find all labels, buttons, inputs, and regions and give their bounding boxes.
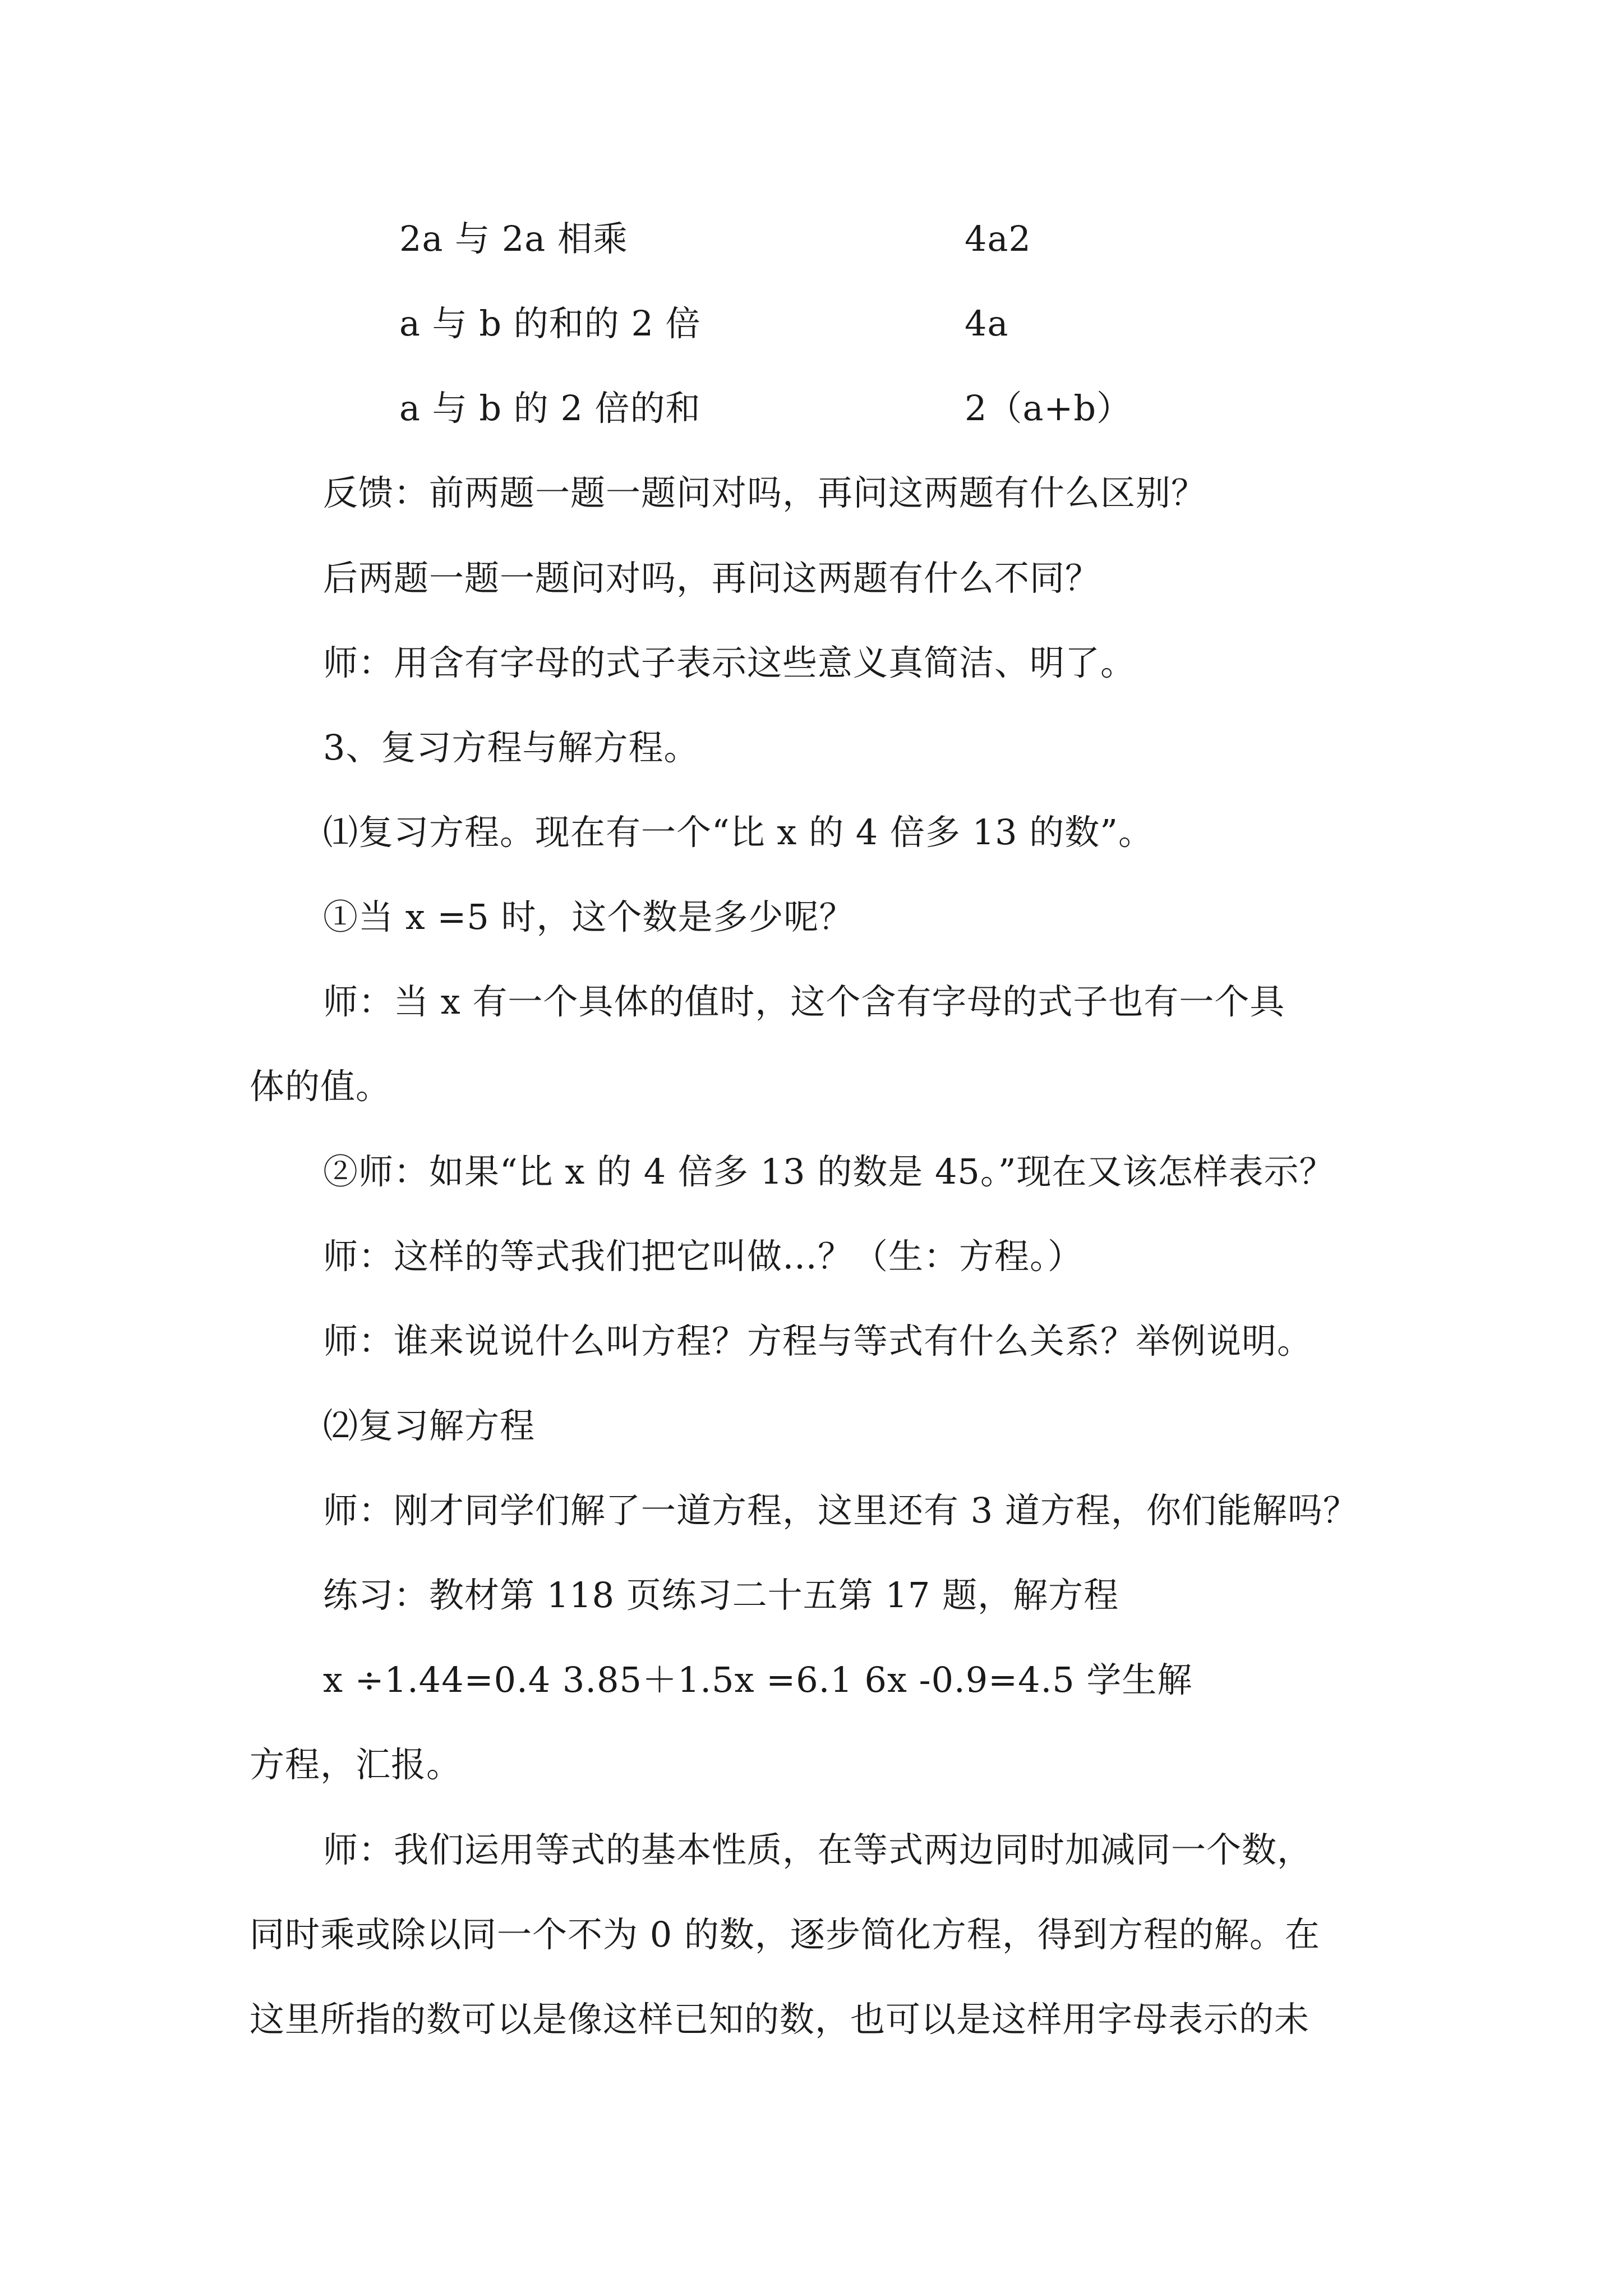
- paragraph-feedback-2: 后两题一题一题问对吗，再问这两题有什么不同？: [323, 558, 1101, 599]
- table-row-3-value: 2（a+b）: [965, 388, 1132, 429]
- question-2: ②师：如果“比 x 的 4 倍多 13 的数是 45。”现在又该怎样表示？: [323, 1151, 1335, 1192]
- table-row-3-expr: a 与 b 的 2 倍的和: [399, 388, 701, 429]
- table-row-2-value: 4a: [965, 303, 1009, 344]
- table-row-1-value: 4a2: [965, 218, 1031, 259]
- equations-line-cont: 方程，汇报。: [250, 1744, 462, 1785]
- paragraph-teacher-6-cont-2: 这里所指的数可以是像这样已知的数，也可以是这样用字母表示的未: [250, 1999, 1310, 2040]
- table-row-2-expr: a 与 b 的和的 2 倍: [399, 303, 701, 344]
- paragraph-feedback: 反馈：前两题一题一题问对吗，再问这两题有什么区别？: [323, 472, 1207, 513]
- paragraph-teacher-6: 师：我们运用等式的基本性质，在等式两边同时加减同一个数，: [323, 1829, 1313, 1870]
- paragraph-teacher-6-cont-1: 同时乘或除以同一个不为 0 的数，逐步简化方程，得到方程的解。在: [250, 1914, 1320, 1955]
- paragraph-teacher-5: 师：刚才同学们解了一道方程，这里还有 3 道方程，你们能解吗？: [323, 1490, 1358, 1531]
- question-1: ①当 x =5 时，这个数是多少呢？: [323, 896, 855, 937]
- paragraph-teacher-3: 师：这样的等式我们把它叫做…？（生：方程。）: [323, 1236, 1083, 1277]
- paragraph-teacher-1: 师：用含有字母的式子表示这些意义真简洁、明了。: [323, 642, 1136, 683]
- equations-line: x ÷1.44=0.4 3.85＋1.5x =6.1 6x -0.9=4.5 学生解: [323, 1659, 1193, 1700]
- section-heading-3: 3、复习方程与解方程。: [323, 727, 699, 768]
- paragraph-teacher-2-cont: 体的值。: [250, 1066, 391, 1107]
- table-row-1-expr: 2a 与 2a 相乘: [399, 218, 628, 259]
- exercise-line: 练习：教材第 118 页练习二十五第 17 题，解方程: [323, 1575, 1119, 1616]
- paragraph-teacher-4: 师：谁来说说什么叫方程？方程与等式有什么关系？举例说明。: [323, 1320, 1313, 1361]
- subsection-1: ⑴复习方程。现在有一个“比 x 的 4 倍多 13 的数”。: [323, 812, 1154, 853]
- subsection-2: ⑵复习解方程: [323, 1405, 536, 1446]
- paragraph-teacher-2: 师：当 x 有一个具体的值时，这个含有字母的式子也有一个具: [323, 981, 1285, 1022]
